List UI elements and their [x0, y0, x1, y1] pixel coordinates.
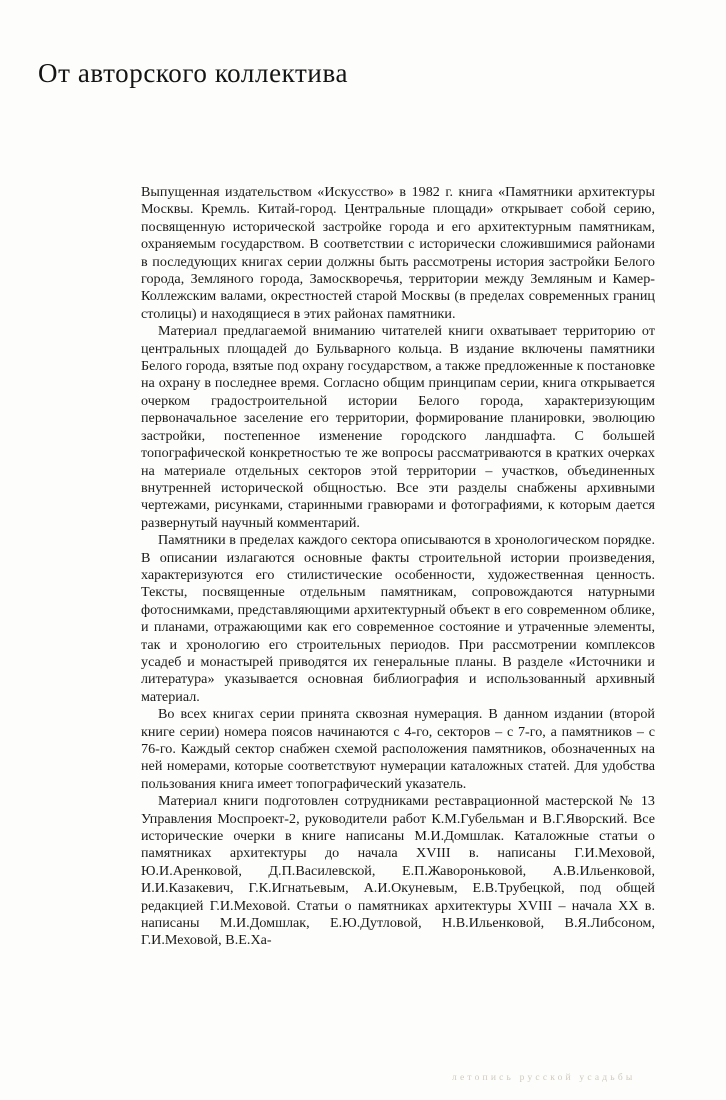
- watermark-text: летопись русской усадьбы: [452, 1073, 636, 1083]
- body-text-column: [141, 184, 655, 950]
- paragraph: Памятники в пределах каждого сектора описываются в хронологическом порядке. В описании излагаются основные факты строительной истории произведения, характеризуются его стилистические особенности, художественная ценность. Тексты, посвященные отдельным памятникам, сопровождаются натурными фотоснимками, представляющими архитектурный объект в его современном облике, и планами, отражающими как его современное состояние и утраченные элементы, так и хронологию его строительных периодов. При рассмотрении комплексов усадеб и монастырей приводятся их генеральные планы. В разделе «Источники и литература» указывается основная библиография и использованный архивный материал.: [141, 532, 655, 705]
- paragraph: Выпущенная издательством «Искусство» в 1982 г. книга «Памятники архитектуры Москвы. Кремль. Китай-город. Центральные площади» открывает собой серию, посвященную исторической застройке города и его архитектурным памятникам, охраняемым государством. В соответствии с исторически сложившимися районами в последующих книгах серии должны быть рассмотрены история застройки Белого города, Земляного города, Замоскворечья, территории между Земляным и Камер-Коллежским валами, окрестностей старой Москвы (в пределах современных границ столицы) и находящиеся в этих районах памятники.: [141, 184, 655, 322]
- paragraph: Материал книги подготовлен сотрудниками реставрационной мастерской № 13 Управления Моспроект-2, руководители работ К.М.Губельман и В.Г.Яворский. Все исторические очерки в книге написаны М.И.Домшлак. Каталожные статьи о памятниках архитектуры до начала XVIII в. написаны Г.И.Меховой, Ю.И.Аренковой, Д.П.Василевской, Е.П.Жавороньковой, А.В.Ильенковой, И.И.Казакевич, Г.К.Игнатьевым, А.И.Окуневым, Е.В.Трубецкой, под общей редакцией Г.И.Меховой. Статьи о памятниках архитектуры XVIII – начала XX в. написаны М.И.Домшлак, Е.Ю.Дутловой, Н.В.Ильенковой, В.Я.Либсоном, Г.И.Меховой, В.Е.Ха-: [141, 793, 655, 949]
- paragraph: Во всех книгах серии принята сквозная нумерация. В данном издании (второй книге серии) номера поясов начинаются с 4-го, секторов – с 7-го, а памятников – с 76-го. Каждый сектор снабжен схемой расположения памятников, обозначенных на ней номерами, которые соответствуют нумерации каталожных статей. Для удобства пользования книга имеет топографический указатель.: [141, 706, 655, 792]
- page-title: От авторского коллектива: [38, 58, 349, 89]
- paragraph: Материал предлагаемой вниманию читателей книги охватывает территорию от центральных площадей до Бульварного кольца. В издание включены памятники Белого города, взятые под охрану государством, а также предложенные к постановке на охрану в последнее время. Согласно общим принципам серии, книга открывается очерком градостроительной истории Белого города, характеризующим первоначальное заселение его территории, формирование планировки, эволюцию застройки, постепенное изменение городского ландшафта. С большей топографической конкретностью те же вопросы рассматриваются в кратких очерках на материале отдельных секторов этой территории – участков, объединенных внутренней исторической общностью. Все эти разделы снабжены архивными чертежами, рисунками, старинными гравюрами и фотографиями, к которым дается развернутый научный комментарий.: [141, 323, 655, 531]
